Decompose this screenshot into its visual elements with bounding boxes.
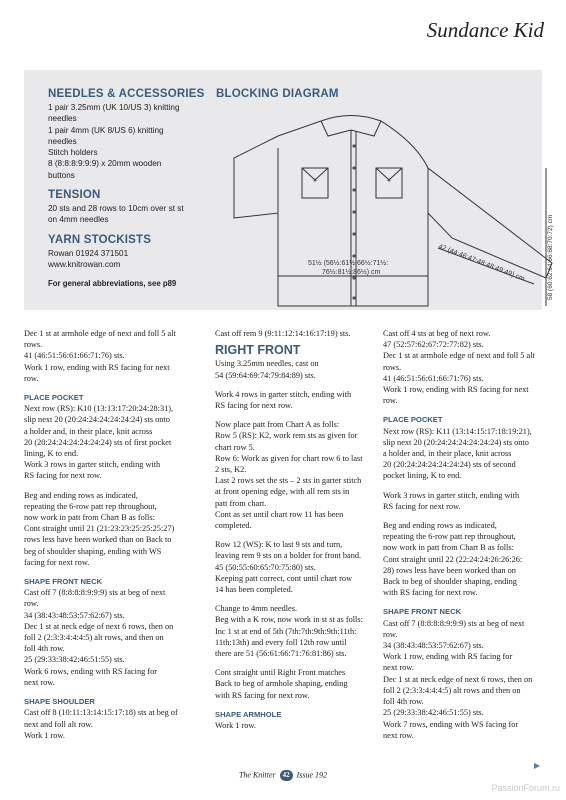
- stockists-line: Rowan 01924 371501: [48, 248, 129, 258]
- tension-text: [48, 203, 218, 226]
- body-line: facing for next row.: [24, 557, 90, 567]
- body-line: Keeping patt correct, cont until chart row: [215, 573, 353, 583]
- tension-line: 20 sts and 28 rows to 10cm over st st: [48, 204, 184, 214]
- body-line: Now place patt from Chart A as folls:: [215, 420, 340, 430]
- body-line: Cont as set until chart row 11 has been: [215, 509, 344, 519]
- body-line: 54 (59:64:69:74:79:84:89) sts.: [215, 370, 316, 380]
- materials-info: [48, 88, 218, 288]
- watermark: PassionForum.ru: [491, 783, 560, 793]
- body-line: repeating the 6-row patt rep throughout,: [24, 501, 157, 511]
- body-line: with RS facing for next row.: [215, 690, 310, 700]
- body-line: 20 (20:24:24:24:24:24:24) sts of second: [383, 460, 516, 470]
- body-line: Work 4 rows in garter stitch, ending with: [215, 389, 352, 399]
- footer: [0, 770, 566, 781]
- body-line: row.: [383, 629, 398, 639]
- needles-line: needles: [48, 114, 77, 124]
- section-heading: SHAPE FRONT NECK: [383, 607, 462, 617]
- body-line: Row 5 (RS): K2, work rem sts as given for: [215, 431, 358, 441]
- needles-line: 1 pair 4mm (UK 8/US 6) knitting: [48, 125, 164, 135]
- needles-text: [48, 102, 218, 181]
- body-line: now work in patt from Chart B as folls:: [24, 513, 155, 523]
- body-line: 41 (46:51:56:61:66:71:76) sts.: [24, 351, 125, 361]
- body-line: 14 has been completed.: [215, 585, 293, 595]
- section-title: RIGHT FRONT: [215, 343, 301, 358]
- needles-line: buttons: [48, 170, 75, 180]
- body-line: leaving rem 9 sts on a holder for front band.: [215, 551, 362, 561]
- body-line: 25 (29:33:38:42:46:51:55) sts.: [383, 708, 484, 718]
- body-line: Cont straight until 22 (22:24:24:26:26:26:: [383, 554, 523, 564]
- stockists-line: www.knitrowan.com: [48, 259, 121, 269]
- body-line: RS facing for next row.: [24, 471, 102, 481]
- needles-line: needles: [48, 136, 77, 146]
- body-line: now work in patt from Chart B as folls:: [383, 543, 514, 553]
- body-line: 20 (20:24:24:24:24:24:24) sts of first pocket: [24, 437, 172, 447]
- body-line: row.: [24, 373, 39, 383]
- body-line: Work 3 rows in garter stitch, ending with: [24, 460, 161, 470]
- needles-line: 8 (8:8:8:9:9:9) x 20mm wooden: [48, 159, 162, 169]
- body-line: row.: [24, 599, 39, 609]
- body-line: Work 1 row.: [215, 721, 256, 731]
- section-heading: PLACE POCKET: [24, 393, 84, 403]
- body-line: Last 2 rows set the sts – 2 sts in garter stitch: [215, 476, 362, 486]
- body-line: pocket lining, K to end.: [383, 471, 462, 481]
- body-line: RS facing for next row.: [383, 501, 461, 511]
- body-line: Cast off 8 (10:11:13:14:15:17:18) sts at beg of: [24, 708, 178, 718]
- body-line: rows less have been worked than on Back to: [24, 535, 172, 545]
- body-line: beg of shoulder shaping, ending with WS: [24, 546, 162, 556]
- width-label: 51½ (56½:61½:66½:71½:: [308, 260, 389, 267]
- body-line: 34 (38:43:48:53:57:62:67) sts.: [24, 610, 125, 620]
- body-line: Next row (RS): K10 (13:13:17:20:24:28:31),: [24, 404, 174, 414]
- body-line: Work 1 row.: [24, 730, 65, 740]
- body-line: repeating the 6-row patt rep throughout,: [383, 532, 516, 542]
- body-line: row.: [383, 396, 398, 406]
- body-line: Beg and ending rows as indicated,: [24, 490, 138, 500]
- body-line: Dec 1 st at armhole edge of next and foll 5 alt: [383, 351, 535, 361]
- paragraph-gap: [24, 482, 194, 490]
- body-line: foll 4th row.: [383, 697, 424, 707]
- body-line: with RS facing for next row.: [383, 588, 478, 598]
- body-line: a holder and, in their place, knit across: [24, 426, 153, 436]
- text-column-3: [383, 328, 553, 741]
- body-line: RS facing for next row.: [215, 401, 293, 411]
- body-line: next row.: [383, 663, 414, 673]
- info-panel: [24, 70, 554, 310]
- tension-line: on 4mm needles: [48, 215, 109, 225]
- length-label: 58 (60:62:64:66:68:70:72) cm: [547, 214, 554, 300]
- body-line: next row.: [24, 677, 55, 687]
- body-line: at front opening edge, with all rem sts in: [215, 487, 350, 497]
- body-line: next and foll alt row.: [24, 719, 93, 729]
- body-line: Change to 4mm needles.: [215, 604, 298, 614]
- body-line: Work 1 row, ending with RS facing for next: [383, 385, 529, 395]
- diagram-heading: BLOCKING DIAGRAM: [216, 88, 339, 100]
- body-line: there are 51 (56:61:66:71:76:81:86) sts.: [215, 649, 347, 659]
- section-heading: SHAPE FRONT NECK: [24, 577, 103, 587]
- body-line: foll 4th row.: [24, 644, 65, 654]
- body-line: Next row (RS): K11 (13:14:15:17:18:19:21),: [383, 426, 532, 436]
- paragraph-gap: [215, 595, 385, 603]
- body-line: Work 7 rows, ending with WS facing for: [383, 719, 519, 729]
- section-heading: SHAPE ARMHOLE: [215, 709, 282, 719]
- paragraph-gap: [215, 659, 385, 667]
- tension-heading: TENSION: [48, 189, 101, 202]
- needles-heading: NEEDLES & ACCESSORIES: [48, 88, 205, 100]
- page-title: Sundance Kid: [426, 18, 544, 42]
- body-line: 34 (38:43:48:53:57:62:67) sts.: [383, 641, 484, 651]
- needles-line: Stitch holders: [48, 148, 98, 158]
- body-line: 28) rows less have been worked than on: [383, 565, 516, 575]
- body-line: 47 (52:57:62:67:72:77:82) sts.: [383, 340, 484, 350]
- section-heading: SHAPE SHOULDER: [24, 697, 95, 707]
- body-line: Row 12 (WS): K to last 9 sts and turn,: [215, 540, 343, 550]
- body-line: next row.: [383, 730, 414, 740]
- paragraph-gap: [215, 531, 385, 539]
- blocking-diagram: [216, 88, 554, 308]
- body-line: foll 2 (2:3:3:4:4:4:5) alt rows, and then on: [24, 633, 164, 643]
- width-label-cont: 76½:81½:86½) cm: [322, 269, 381, 276]
- continue-arrow-icon: ▶: [534, 761, 541, 770]
- body-line: Back to beg of armhole shaping, ending: [215, 679, 348, 689]
- page-number: 42: [280, 770, 293, 781]
- body-line: Inc 1 st at end of 5th (7th:7th:9th:9th:11th:: [215, 626, 357, 636]
- body-line: 41 (46:51:56:61:66:71:76) sts.: [383, 373, 484, 383]
- body-line: slip next 20 (20:24:24:24:24:24:24) sts onto: [24, 415, 170, 425]
- body-line: Using 3.25mm needles, cast on: [215, 359, 319, 369]
- needles-line: 1 pair 3.25mm (UK 10/US 3) knitting: [48, 103, 180, 112]
- body-line: 2 sts, K2.: [215, 465, 247, 475]
- shirt-diagram: [216, 88, 554, 313]
- body-line: 11th:13th) and every foll 12th row until: [215, 637, 347, 647]
- body-line: rows.: [383, 362, 402, 372]
- stockists-heading: YARN STOCKISTS: [48, 233, 152, 246]
- body-line: Work 6 rows, ending with RS facing for: [24, 666, 157, 676]
- body-line: Cast off 4 sts at beg of next row.: [383, 329, 491, 338]
- body-line: Dec 1 st at neck edge of next 6 rows, then on: [383, 674, 533, 684]
- sleeve-label: 42 (44:46:47:48:48:49:49) cm: [437, 243, 526, 283]
- body-line: completed.: [215, 521, 252, 531]
- body-line: rows.: [24, 340, 43, 350]
- abbreviations-note: For general abbreviations, see p89: [48, 279, 177, 289]
- body-line: 45 (50:55:60:65:70:75:80) sts.: [215, 562, 316, 572]
- body-line: a holder and, in their place, knit across: [383, 449, 512, 459]
- body-line: Work 1 row, ending with RS facing for: [383, 652, 513, 662]
- section-heading: PLACE POCKET: [383, 415, 443, 425]
- issue-number: Issue 192: [296, 770, 328, 780]
- body-line: Cont straight until 21 (21:23:23:25:25:25:27): [24, 524, 175, 534]
- paragraph-gap: [215, 411, 385, 419]
- text-column-1: [24, 328, 194, 741]
- body-line: Cont straight until Right Front matches: [215, 668, 346, 678]
- magazine-name: The Knitter: [238, 770, 276, 780]
- body-line: Row 6: Work as given for chart row 6 to last: [215, 453, 363, 463]
- body-line: Beg and ending rows as indicated,: [383, 521, 497, 531]
- body-line: Cast off rem 9 (9:11:12:14:16:17:19) sts.: [215, 329, 351, 338]
- paragraph-gap: [383, 482, 553, 490]
- body-line: Work 3 rows in garter stitch, ending with: [383, 490, 520, 500]
- body-line: Back to beg of shoulder shaping, ending: [383, 577, 517, 587]
- body-line: Cast off 7 (8:8:8:8:9:9:9) sts at beg of next: [24, 588, 166, 598]
- body-line: Work 1 row, ending with RS facing for next: [24, 362, 170, 372]
- body-line: Dec 1 st at armhole edge of next and foll 5 alt: [24, 329, 176, 338]
- body-line: patt from chart.: [215, 498, 267, 508]
- body-line: foll 2 (2:3:3:4:4:4:5) alt rows and then on: [383, 685, 521, 695]
- body-line: Dec 1 st at neck edge of next 6 rows, then on: [24, 621, 174, 631]
- text-column-2: [215, 328, 385, 731]
- body-line: 25 (29:33:38:42:46:51:55) sts.: [24, 655, 125, 665]
- paragraph-gap: [215, 381, 385, 389]
- body-line: chart row 5.: [215, 442, 255, 452]
- body-line: lining, K to end.: [24, 449, 79, 459]
- stockists-text: [48, 248, 218, 271]
- body-line: Beg with a K row, now work in st st as folls:: [215, 615, 363, 625]
- body-line: Cast off 7 (8:8:8:8:9:9:9) sts at beg of next: [383, 618, 525, 628]
- body-line: slip next 20 (20:24:24:24:24:24:24) sts onto: [383, 437, 529, 447]
- paragraph-gap: [383, 512, 553, 520]
